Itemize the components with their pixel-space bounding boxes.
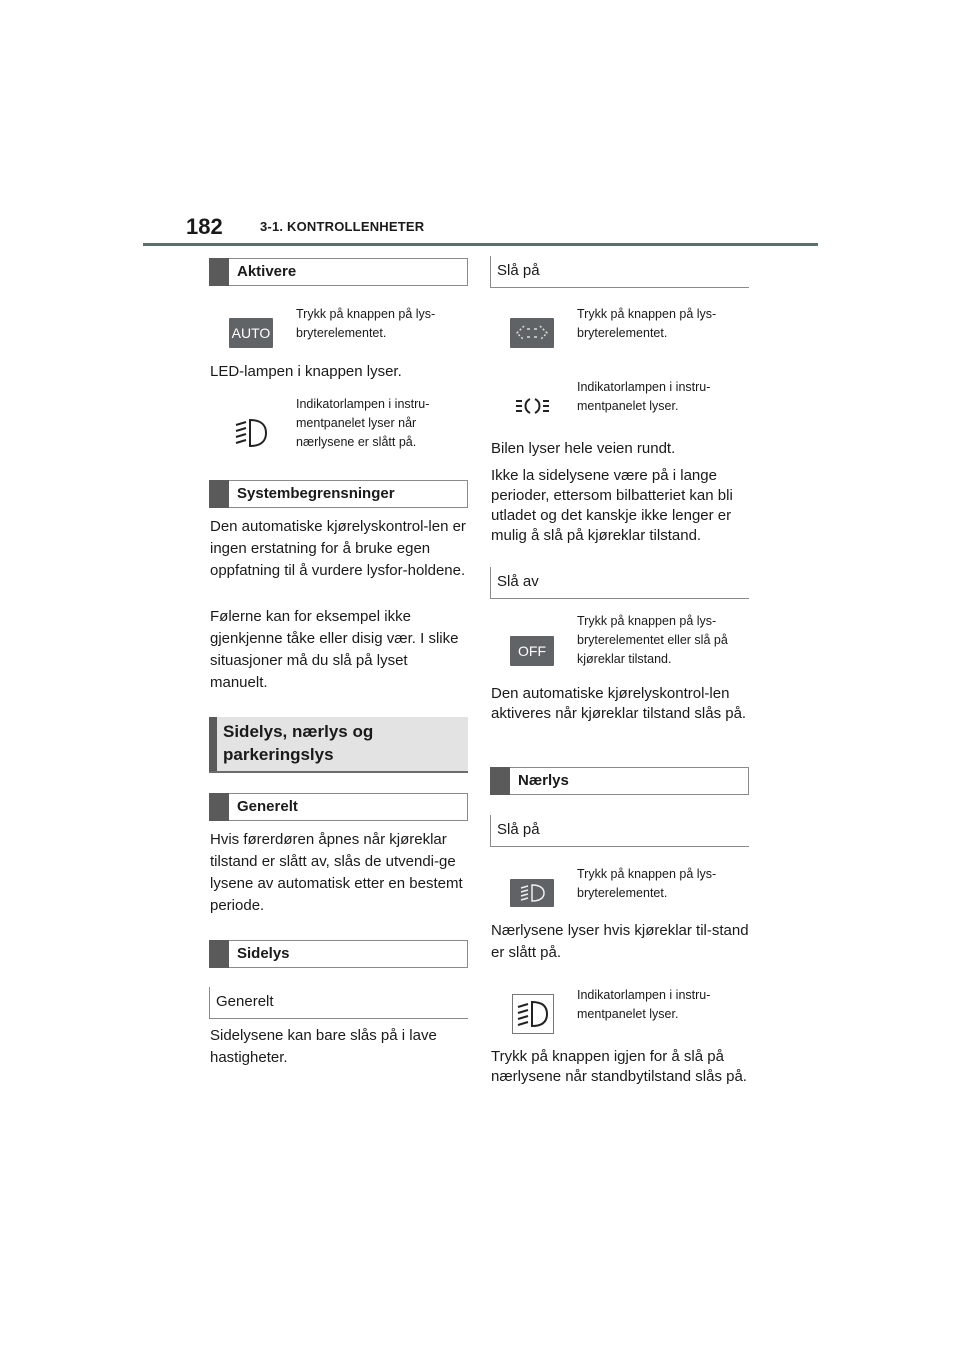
section-heading: Sidelys, nærlys og parkeringslys xyxy=(209,717,468,773)
sla-av-button-text: Trykk på knappen på lys-bryterelementet eller slå på kjøreklar tilstand. xyxy=(577,614,728,666)
auto-button-icon: AUTO xyxy=(229,318,273,348)
generelt-text: Hvis førerdøren åpnes når kjøreklar tilstand er slått av, slås de utvendi-ge lysene av automatisk etter en bestemt periode. xyxy=(210,831,463,914)
system-paragraph-1: Den automatiske kjørelyskontrol-len er ingen erstatning for å bruke egen oppfatning til å vurdere lysfor-holdene. xyxy=(210,518,466,579)
led-text: LED-lampen i knappen lyser. xyxy=(210,363,402,380)
subheading-sla-av: Slå av xyxy=(490,567,749,599)
naerlys-paragraph-1: Nærlysene lyser hvis kjøreklar til-stand er slått på. xyxy=(491,922,749,961)
sla-pa-paragraph-1: Bilen lyser hele veien rundt. xyxy=(491,440,676,457)
low-beam-button-icon xyxy=(510,879,554,907)
subheading-sla-pa: Slå på xyxy=(490,256,749,288)
sla-av-paragraph: Den automatiske kjørelyskontrol-len aktiveres når kjøreklar tilstand slås på. xyxy=(491,685,747,722)
heading-naerlys: Nærlys xyxy=(490,767,749,795)
off-button-icon: OFF xyxy=(510,636,554,666)
sla-pa-button-text: Trykk på knappen på lys-bryterelementet. xyxy=(577,307,717,340)
heading-generelt: Generelt xyxy=(209,793,468,821)
naerlys-indicator-text: Indikatorlampen i instru-mentpanelet lyser. xyxy=(577,988,711,1021)
sla-pa-indicator-text: Indikatorlampen i instru-mentpanelet lyser. xyxy=(577,380,711,413)
sla-pa-paragraph-2: Ikke la sidelysene være på i lange perioder, ettersom bilbatteriet kan bli utladet og det kanskje ikke lenger er mulig å slå på kjøreklar tilstand. xyxy=(491,467,733,544)
heading-aktivere: Aktivere xyxy=(209,258,468,286)
low-beam-indicator-icon xyxy=(512,994,554,1034)
naerlys-paragraph-2: Trykk på knappen igjen for å slå på nærlysene når standbytilstand slås på. xyxy=(491,1048,747,1085)
low-beam-icon xyxy=(232,416,270,450)
heading-systembegrensninger: Systembegrensninger xyxy=(209,480,468,508)
aktivere-indicator-text: Indikatorlampen i instru-mentpanelet lyser når nærlysene er slått på. xyxy=(296,397,430,449)
page-number: 182 xyxy=(186,214,223,239)
system-paragraph-2: Følerne kan for eksempel ikke gjenkjenne tåke eller disig vær. I slike situasjoner må du slå på lyset manuelt. xyxy=(210,608,459,691)
side-light-button-icon xyxy=(510,318,554,348)
header-rule xyxy=(143,243,818,246)
subheading-naerlys-sla-pa: Slå på xyxy=(490,815,749,847)
side-light-icon xyxy=(514,396,552,416)
sidelys-text: Sidelysene kan bare slås på i lave hastigheter. xyxy=(210,1027,437,1066)
chapter-title: 3-1. KONTROLLENHETER xyxy=(260,219,425,234)
heading-sidelys: Sidelys xyxy=(209,940,468,968)
naerlys-button-text: Trykk på knappen på lys-bryterelementet. xyxy=(577,867,717,900)
subheading-sidelys-generelt: Generelt xyxy=(209,987,468,1019)
aktivere-button-text: Trykk på knappen på lys-bryterelementet. xyxy=(296,307,436,340)
